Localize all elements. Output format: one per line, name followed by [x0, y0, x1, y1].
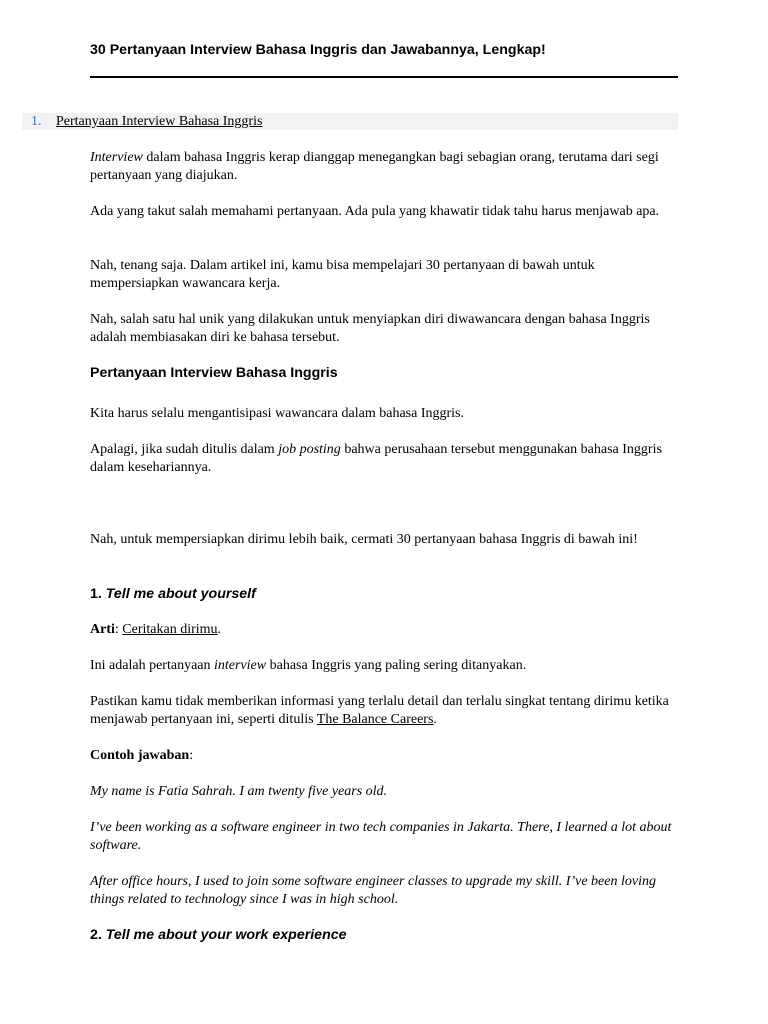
section-text-2b: bahwa perusahaan tersebut menggunakan bahasa Inggris dalam kesehariannya. [90, 442, 662, 475]
intro-paragraph-2: Ada yang takut salah memahami pertanyaan. Ada pula yang khawatir tidak tahu harus menjawab apa. [90, 204, 660, 219]
q1-interview-term: interview [214, 658, 267, 673]
intro-paragraph-3: Nah, tenang saja. Dalam artikel ini, kamu bisa mempelajari 30 pertanyaan di bawah untuk mempersiapkan wawancara kerja. [90, 258, 595, 291]
document-title: 30 Pertanyaan Interview Bahasa Inggris dan Jawabannya, Lengkap! [90, 42, 546, 58]
example-label-sep: : [189, 748, 194, 763]
meaning-label: Arti [90, 622, 115, 637]
section-paragraph-3: Nah, untuk mempersiapkan dirimu lebih baik, cermati 30 pertanyaan bahasa Inggris di bawah ini! [90, 532, 638, 547]
question-1-paragraph-1 [90, 657, 685, 675]
question-2-heading [90, 926, 347, 944]
meaning-end: . [217, 622, 222, 637]
title-divider [90, 76, 678, 78]
job-posting-term: job posting [278, 442, 341, 457]
example-answer-3: After office hours, I used to join some software engineer classes to upgrade my skill. I’ve been loving things related to technology since I was in high school. [90, 874, 656, 907]
example-answer-1: My name is Fatia Sahrah. I am twenty five years old. [90, 784, 388, 799]
section-paragraph-2 [90, 441, 685, 477]
section-text-2a: Apalagi, jika sudah ditulis dalam [90, 442, 279, 457]
example-label-text: Contoh jawaban [90, 748, 190, 763]
q1-text-2-end: . [433, 712, 437, 727]
example-answer-2: I’ve been working as a software engineer in two tech companies in Jakarta. There, I learned a lot about software. [90, 820, 672, 853]
question-1-text: Tell me about yourself [105, 586, 256, 602]
interview-term: Interview [90, 150, 143, 165]
example-answer-label [90, 747, 685, 765]
question-1-paragraph-2 [90, 693, 685, 729]
toc-entry [22, 113, 678, 130]
q1-text-1a: Ini adalah pertanyaan [90, 658, 214, 673]
question-1-number: 1. [90, 586, 106, 602]
section-paragraph-1: Kita harus selalu mengantisipasi wawancara dalam bahasa Inggris. [90, 406, 464, 421]
toc-number: 1. [31, 114, 42, 129]
meaning-separator: : [114, 622, 123, 637]
question-1-heading [90, 585, 256, 603]
toc-link[interactable]: Pertanyaan Interview Bahasa Inggris [56, 114, 263, 129]
question-2-text: Tell me about your work experience [105, 927, 347, 943]
meaning-value: Ceritakan dirimu [122, 622, 218, 637]
question-2-number: 2. [90, 927, 106, 943]
intro-paragraph-4: Nah, salah satu hal unik yang dilakukan untuk menyiapkan diri diwawancara dengan bahasa Inggris adalah membiasakan diri ke bahasa tersebut. [90, 312, 650, 345]
q1-text-1b: bahasa Inggris yang paling sering ditanyakan. [266, 658, 527, 673]
q1-text-2a: Pastikan kamu tidak memberikan informasi yang terlalu detail dan terlalu singkat tentang dirimu ketika menjawab pertanyaan ini, seperti ditulis [90, 694, 669, 727]
question-1-meaning [90, 621, 685, 639]
intro-text-1: dalam bahasa Inggris kerap dianggap menegangkan bagi sebagian orang, terutama dari segi pertanyaan yang diajukan. [90, 150, 659, 183]
section-heading: Pertanyaan Interview Bahasa Inggris [90, 365, 338, 381]
balance-careers-link[interactable]: The Balance Careers [316, 712, 434, 727]
intro-paragraph-1 [90, 149, 685, 185]
